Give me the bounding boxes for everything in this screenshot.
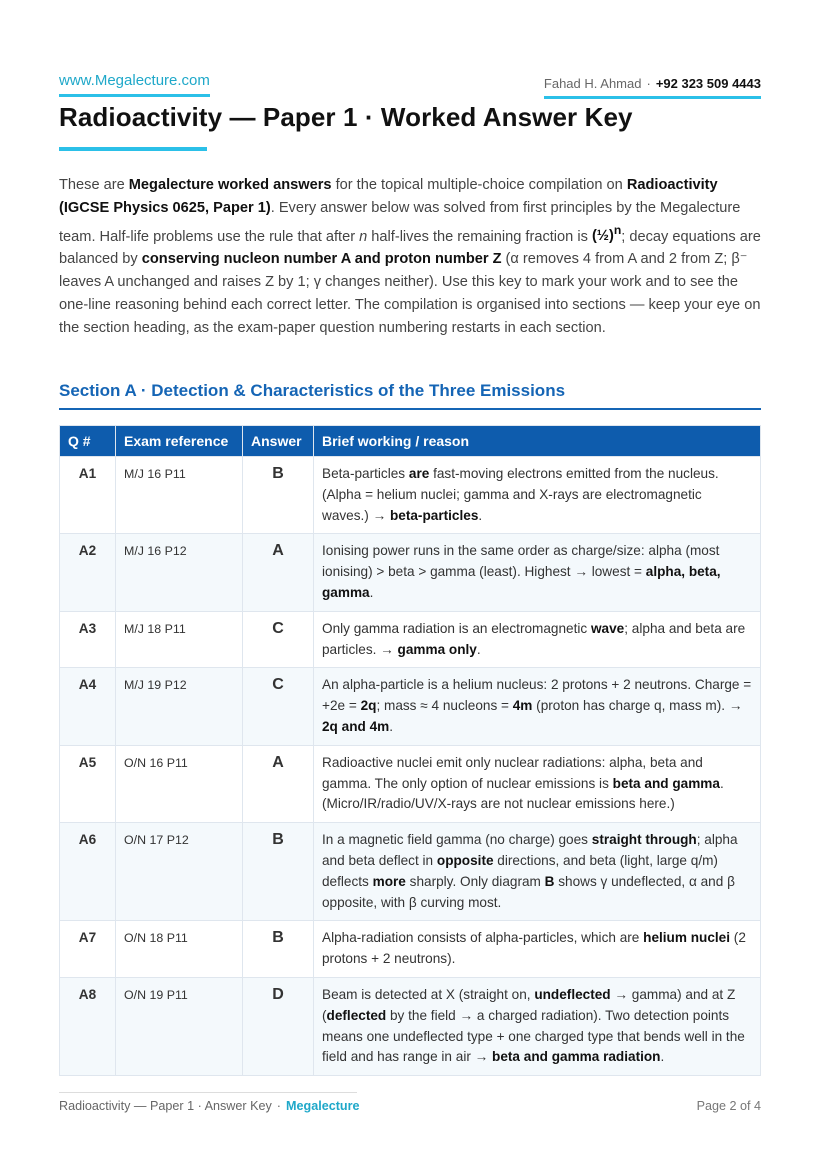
reason-part: → gamma) and at Z ( [322,986,736,1023]
exam-reference: M/J 19 P12 [116,668,243,745]
page-number: Page 2 of 4 [696,1099,761,1113]
reason-bold: undeflected [534,986,611,1002]
question-number: A8 [60,977,116,1075]
column-header-answer: Answer [243,426,314,457]
reason-bold: 4m [512,698,533,714]
reason-part: . [389,718,394,734]
column-header-reason: Brief working / reason [314,426,761,457]
reason-part: shows γ undeflected, α and β opposite, with β curving most. [322,873,735,910]
reason-text [314,823,761,921]
reason-bold: 2q [360,698,377,714]
reason-part: . [660,1049,665,1065]
exam-reference: O/N 16 P11 [116,745,243,822]
reason-text [314,611,761,668]
reason-part: ; mass ≈ 4 nucleons = [376,698,513,714]
reason-bold: straight through [591,832,697,848]
reason-part: . (Micro/IR/radio/UV/X-rays are not nuclear emissions here.) [322,775,724,812]
intro-text: half-lives the remaining fraction is [367,228,592,245]
reason-text [314,457,761,534]
phone-number: +92 323 509 4443 [655,76,761,91]
question-number: A7 [60,921,116,978]
question-number: A5 [60,745,116,822]
reason-text [314,977,761,1075]
table-row [60,977,761,1075]
reason-bold: more [372,873,406,889]
reason-part: Only gamma radiation is an electromagnetic [322,620,591,636]
reason-part: ; alpha and beta deflect in [322,832,738,868]
answer-letter: D [243,977,314,1075]
intro-bold: Radioactivity (IGCSE Physics 0625, Paper 1) [59,177,718,216]
reason-bold: helium nuclei [643,930,731,946]
page-title: Radioactivity — Paper 1 · Worked Answer Key [59,102,633,132]
reason-text [314,921,761,978]
reason-part: (proton has charge q, mass m). → [532,698,743,714]
answer-letter: C [243,668,314,745]
exponent: n [613,223,622,238]
question-number: A4 [60,668,116,745]
reason-part: Radioactive nuclei emit only nuclear radiations: alpha, beta and gamma. The only option of nuclear emissions is [322,754,703,791]
answer-letter: B [243,457,314,534]
column-header-reference: Exam reference [116,426,243,457]
intro-text: . Every answer below was solved from first principles by the Megalecture team. Half-life problems use the rule that after [59,199,741,245]
intro-text: for the topical multiple-choice compilation on [331,177,627,193]
answer-letter: A [243,534,314,611]
table-row [60,668,761,745]
fraction-half: (½) [591,228,614,245]
reason-bold: beta and gamma radiation [492,1049,661,1065]
reason-part: . [476,641,481,657]
reason-bold: 2q and 4m [322,718,390,734]
author-name: Fahad H. Ahmad [543,76,642,91]
answer-letter: B [243,921,314,978]
reason-part: An alpha-particle is a helium nucleus: 2 protons + 2 neutrons. Charge = +2e = [322,677,752,714]
reason-bold: beta-particles [389,507,479,523]
section-heading: Section A · Detection & Characteristics of the Three Emissions [59,381,761,410]
reason-part: Alpha-radiation consists of alpha-particles, which are [322,930,644,946]
reason-text [314,534,761,611]
reason-part: . [369,584,374,600]
reason-part: (2 protons + 2 neutrons). [322,930,746,967]
intro-text: ; decay equations are balanced by [59,228,761,268]
table-row [60,457,761,534]
answer-table [59,425,761,1076]
separator: · [276,1099,281,1113]
reason-part: by the field → a charged radiation). Two detection points means one undeflected type + one charged type that bends well in the field and has range in air → [322,1007,745,1065]
reason-bold: alpha, beta, gamma [322,564,721,600]
reason-bold: beta and gamma [612,775,720,791]
answer-letter: C [243,611,314,668]
reason-part: directions, and beta (light, large q/m) deflects [322,852,718,889]
question-number: A2 [60,534,116,611]
question-number: A3 [60,611,116,668]
title-underline [59,147,207,151]
reason-text [314,668,761,745]
question-number: A1 [60,457,116,534]
reason-part: . [478,507,483,523]
footer-doc-title: Radioactivity — Paper 1 · Answer Key [59,1099,272,1113]
question-number: A6 [60,823,116,921]
table-row [60,611,761,668]
table-row [60,745,761,822]
reason-part: Beta-particles [322,466,409,481]
separator: · [646,76,651,91]
reason-text [314,745,761,822]
reason-bold: B [544,873,555,889]
reason-part: In a magnetic field gamma (no charge) goes [322,832,592,848]
reason-bold: deflected [326,1007,387,1023]
intro-text: (α removes 4 from A and 2 from Z; β⁻ leaves A unchanged and raises Z by 1; γ changes neither). Use this key to mark your work and to see the one-line reasoning behind each correct letter. The compilation is organised into sections — keep your eye on the section heading, as the exam-paper question numbering restarts in each section. [59,251,761,336]
column-header-q: Q # [60,426,116,457]
intro-text: These are [59,177,129,193]
intro-paragraph [59,174,765,339]
table-header-row [60,426,761,457]
reason-part: fast-moving electrons emitted from the nucleus. (Alpha = helium nuclei; gamma and X-rays are electromagnetic waves.) → [322,466,719,523]
table-row [60,534,761,611]
reason-bold: wave [590,620,625,636]
exam-reference: O/N 19 P11 [116,977,243,1075]
intro-bold: Megalecture worked answers [128,177,332,193]
answer-letter: B [243,823,314,921]
exam-reference: O/N 17 P12 [116,823,243,921]
reason-part: ; alpha and beta are particles. → [322,620,746,657]
intro-bold: conserving nucleon number A and proton number Z [141,251,502,268]
answer-letter: A [243,745,314,822]
reason-part: Beam is detected at X (straight on, [322,986,535,1002]
reason-bold: gamma only [397,641,477,657]
footer-document-info [59,1099,360,1113]
reason-bold: are [408,466,430,481]
exam-reference: M/J 18 P11 [116,611,243,668]
exam-reference: M/J 16 P12 [116,534,243,611]
site-link[interactable]: www.Megalecture.com [59,72,210,97]
footer-divider [59,1092,357,1093]
intro-italic: n [359,228,368,245]
footer-brand: Megalecture [286,1099,360,1113]
exam-reference: M/J 16 P11 [116,457,243,534]
author-contact [544,76,761,99]
table-row [60,921,761,978]
exam-reference: O/N 18 P11 [116,921,243,978]
reason-part: Ionising power runs in the same order as charge/size: alpha (most ionising) > beta > gamma (least). Highest → lowest = [322,543,720,580]
reason-bold: opposite [436,852,494,868]
reason-part: sharply. Only diagram [405,873,545,889]
intro-bold [591,223,622,245]
table-row [60,823,761,921]
